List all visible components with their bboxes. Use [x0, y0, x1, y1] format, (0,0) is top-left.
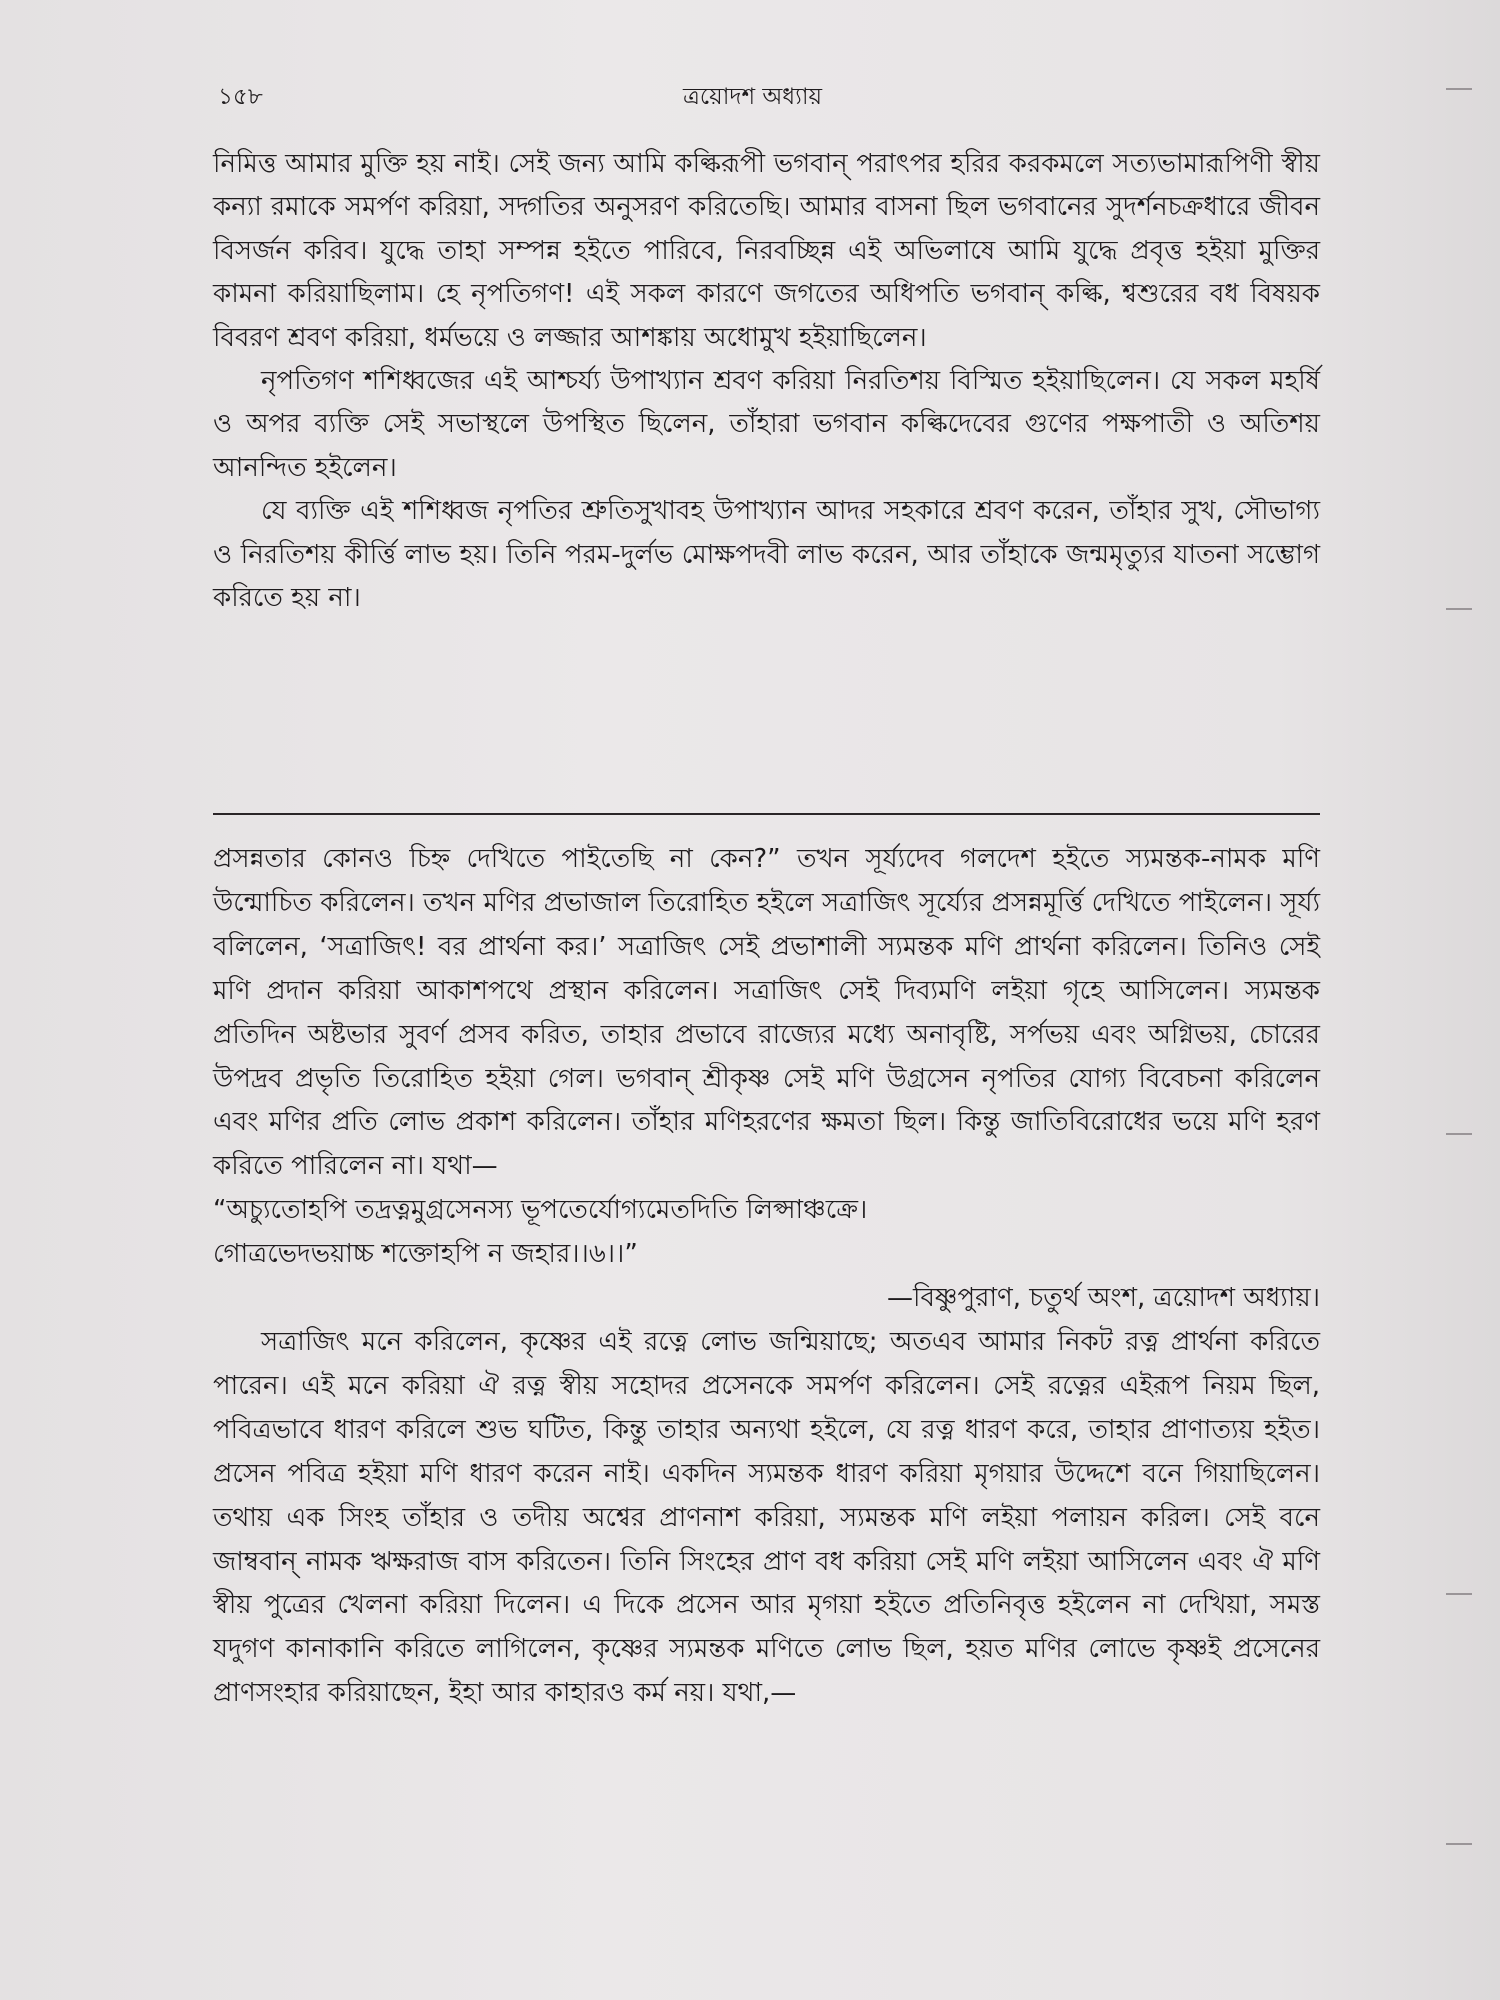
margin-mark [1446, 1843, 1472, 1845]
page-number: ১৫৮ [218, 84, 263, 110]
main-text [213, 143, 1320, 620]
footnote-divider [213, 813, 1320, 815]
main-paragraph-3: যে ব্যক্তি এই শশিধ্বজ নৃপতির শ্রুতিসুখাবহ উপাখ্যান আদর সহকারে শ্রবণ করেন, তাঁহার সুখ, সৌভাগ্য ও নিরতিশয় কীর্ত্তি লাভ হয়। তিনি পরম-দুর্লভ মোক্ষপদবী লাভ করেন, আর তাঁহাকে জন্মমৃত্যুর যাতনা সম্ভোগ করিতে হয় না। [213, 496, 1320, 614]
margin-mark [1446, 88, 1472, 90]
margin-mark [1446, 608, 1472, 610]
chapter-title: ত্রয়োদশ অধ্যায় [683, 84, 823, 110]
footnote-paragraph-2: সত্রাজিৎ মনে করিলেন, কৃষ্ণের এই রত্নে লোভ জন্মিয়াছে; অতএব আমার নিকট রত্ন প্রার্থনা করিতে পারেন। এই মনে করিয়া ঐ রত্ন স্বীয় সহোদর প্রসেনকে সমর্পণ করিলেন। সেই রত্নের এইরূপ নিয়ম ছিল, পবিত্রভাবে ধারণ করিলে শুভ ঘটিত, কিন্তু তাহার অন্যথা হইলে, যে রত্ন ধারণ করে, তাহার প্রাণাত্যয় হইত। প্রসেন পবিত্র হইয়া মণি ধারণ করেন নাই। একদিন স্যমন্তক ধারণ করিয়া মৃগয়ার উদ্দেশে বনে গিয়াছিলেন। তথায় এক সিংহ তাঁহার ও তদীয় অশ্বের প্রাণনাশ করিয়া, স্যমন্তক মণি লইয়া পলায়ন করিল। সেই বনে জাম্ববান্ নামক ঋক্ষরাজ বাস করিতেন। তিনি সিংহের প্রাণ বধ করিয়া সেই মণি লইয়া আসিলেন এবং ঐ মণি স্বীয় পুত্রের খেলনা করিয়া দিলেন। এ দিকে প্রসেন আর মৃগয়া হইতে প্রতিনিবৃত্ত হইলেন না দেখিয়া, সমস্ত যদুগণ কানাকানি করিতে লাগিলেন, কৃষ্ণের স্যমন্তক মণিতে লোভ ছিল, হয়ত মণির লোভে কৃষ্ণই প্রসেনের প্রাণসংহার করিয়াছেন, ইহা আর কাহারও কর্ম নয়। যথা,— [213, 1326, 1320, 1709]
footnote-paragraph-1: প্রসন্নতার কোনও চিহ্ন দেখিতে পাইতেছি না কেন?” তখন সূর্য্যদেব গলদেশ হইতে স্যমন্তক-নামক মণি উন্মোচিত করিলেন। তখন মণির প্রভাজাল তিরোহিত হইলে সত্রাজিৎ সূর্য্যের প্রসন্নমূর্ত্তি দেখিতে পাইলেন। সূর্য্য বলিলেন, ‘সত্রাজিৎ! বর প্রার্থনা কর।’ সত্রাজিৎ সেই প্রভাশালী স্যমন্তক মণি প্রার্থনা করিলেন। তিনিও সেই মণি প্রদান করিয়া আকাশপথে প্রস্থান করিলেন। সত্রাজিৎ সেই দিব্যমণি লইয়া গৃহে আসিলেন। স্যমন্তক প্রতিদিন অষ্টভার সুবর্ণ প্রসব করিত, তাহার প্রভাবে রাজ্যের মধ্যে অনাবৃষ্টি, সর্পভয় এবং অগ্নিভয়, চোরের উপদ্রব প্রভৃতি তিরোহিত হইয়া গেল। ভগবান্ শ্রীকৃষ্ণ সেই মণি উগ্রসেন নৃপতির যোগ্য বিবেচনা করিলেন এবং মণির প্রতি লোভ প্রকাশ করিলেন। তাঁহার মণিহরণের ক্ষমতা ছিল। কিন্তু জাতিবিরোধের ভয়ে মণি হরণ করিতে পারিলেন না। যথা— [213, 844, 1320, 1182]
footnote-text [213, 838, 1320, 1716]
main-paragraph-2: নৃপতিগণ শশিধ্বজের এই আশ্চর্য্য উপাখ্যান শ্রবণ করিয়া নিরতিশয় বিস্মিত হইয়াছিলেন। যে সকল মহর্ষি ও অপর ব্যক্তি সেই সভাস্থলে উপস্থিত ছিলেন, তাঁহারা ভগবান কল্কিদেবের গুণের পক্ষপাতী ও অতিশয় আনন্দিত হইলেন। [213, 366, 1320, 483]
margin-mark [1446, 1133, 1472, 1135]
margin-mark [1446, 1593, 1472, 1595]
verse-citation: —বিষ্ণুপুরাণ, চতুর্থ অংশ, ত্রয়োদশ অধ্যায়। [887, 1283, 1320, 1314]
page-header [218, 78, 1318, 118]
main-paragraph-1: নিমিত্ত আমার মুক্তি হয় নাই। সেই জন্য আমি কল্কিরূপী ভগবান্ পরাৎপর হরির করকমলে সত্যভামারূপিণী স্বীয় কন্যা রমাকে সমর্পণ করিয়া, সদ্গতির অনুসরণ করিতেছি। আমার বাসনা ছিল ভগবানের সুদর্শনচক্রধারে জীবন বিসর্জন করিব। যুদ্ধে তাহা সম্পন্ন হইতে পারিবে, নিরবচ্ছিন্ন এই অভিলাষে আমি যুদ্ধে প্রবৃত্ত হইয়া মুক্তির কামনা করিয়াছিলাম। হে নৃপতিগণ! এই সকল কারণে জগতের অধিপতি ভগবান্ কল্কি, শ্বশুরের বধ বিষয়ক বিবরণ শ্রবণ করিয়া, ধর্মভয়ে ও লজ্জার আশঙ্কায় অধোমুখ হইয়াছিলেন। [213, 149, 1320, 353]
sanskrit-verse: “অচ্যুতোহপি তদ্রত্নমুগ্রসেনস্য ভূপতের্যোগ্যমেতদিতি লিপ্সাঞ্চক্রে। গোত্রভেদভয়াচ্চ শক্তোহপি ন জহার।।৬।।” [213, 1195, 868, 1270]
